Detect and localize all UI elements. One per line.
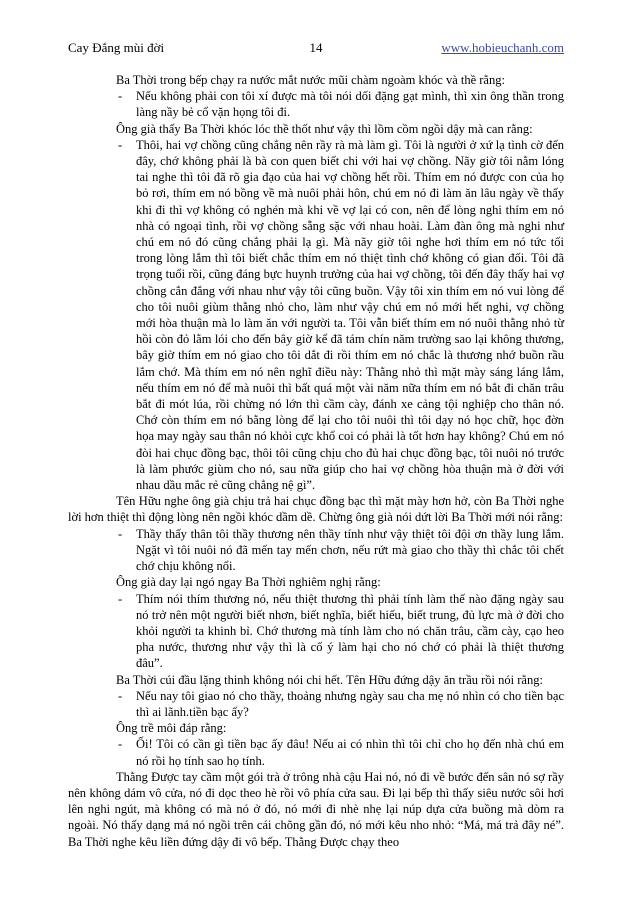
dialogue-text: Thôi, hai vợ chồng cũng chẳng nên rầy rà mà làm gì. Tôi là người ở xứ lạ tình cờ đến đây, chớ không phải là bà con quen biết chi với hai vợ chồng. Nãy giờ tôi nằm lóng tai nghe thì tôi đã rõ gia đạo của hai vợ chồng hết rồi. Thím em nó được con của họ bỏ rơi, thím em nó bồng về mà nuôi phải hôn, chú em nó đi làm ăn lâu ngày về thấy khi đi thì vợ không có nghén mà khi về vợ lại có con, nên để lòng nghi thím em nó nhà có ngoại tình, rồi vợ chồng sẵng sặc với nhau hoài. Làm đàn ông mà nghi như chú em nó đó cũng chẳng phải lạ gì. Mà nãy giờ tôi nghe hơi thím em nó tức tối trong lòng lắm thì tôi biết chắc thím em nó thiệt tình chớ không có gian đối. Tôi đã trọng tuổi rồi, cũng đáng bực huynh trưởng của hai vợ chồng, tôi đến đây thấy hai vợ chồng cắn đắng với nhau như vậy tôi cũng buồn. Vậy tôi xin thím em nó vui lòng để cho tôi nuôi giùm thằng nhỏ cho, làm như vậy chú em nó mới hết nghi, vợ chồng mới hòa thuận mà lo làm ăn với người ta. Tôi vẫn biết thím em nó nuôi thằng nhỏ từ hồi còn đỏ lằm lói cho đến bây giờ kể đã tám chín năm trường sao lại không thương, bây giờ thím em nó giao cho tôi dắt đi rồi thím em nó chắc là thương nhớ buồn rầu lắm chớ. Mà thím em nó nên nghĩ điều này: Thằng nhỏ thì mặt mày sáng láng lắm, nếu thím em nó để mà nuôi thì bất quá một vài năm nữa thím em nó bắt đi chăn trâu bắt đi mót lúa, rồi chừng nó lớn thì cầm cày, đánh xe cảng tội nghiệp cho thân nó. Chớ còn thím em nó bằng lòng để lại cho tôi nuôi thì tôi dạy nó học chữ, học đờn họa may ngày sau thân nó khỏi cực khổ coi có phải là tốt hơn hay không? Chú em nó đòi hai chục đồng bạc, thôi tôi cũng chịu cho đủ hai chục đồng bạc, tôi nuôi nó trước là làm phước giùm cho nó, sau nữa giúp cho hai vợ chồng hòa thuận mà ở đời với nhau dầu mắc rẻ cũng chẳng nệ gì”. [136, 137, 564, 493]
page-number: 14 [309, 40, 323, 55]
book-title: Cay Đắng mùi đời [68, 40, 165, 55]
dash-marker: - [118, 137, 123, 152]
body-paragraph: Thằng Được tay cầm một gói trà ở trông nhà cậu Hai nó, nó đi về bước đến sân nó sợ rầy nên không dám vô cửa, nó đi dọc theo hè rồi vô phía cửa sau. Đi lại bếp thì thấy siêu nước sôi hơi lên nghi ngút, mà không có mà nó ở đó, nó mới đi nhè nhẹ lại núp dựa cửa buồng mà dòm ra ngoài. Nó thấy dạng má nó ngồi trên cái chõng gần đó, nó mới kêu nho nhỏ: “Má, má trả đây né”. Ba Thời nghe kêu liền đứng dậy đi vô bếp. Thằng Được chạy theo [68, 769, 564, 849]
dialogue-text: Thầy thấy thân tôi thầy thương nên thầy tính như vậy thiệt tôi đội ơn thầy lung lắm. Ngặt vì tôi nuôi nó đã mến tay mến chơn, nếu rứt mà giao cho thầy thì chắc tôi chết chớ chịu không nổi. [136, 526, 564, 574]
dialogue-text: Thím nói thím thương nó, nếu thiệt thương thì phải tính làm thế nào đặng ngày sau nó trở nên một người biết nhơn, biết nghĩa, biết hiếu, biết trung, đủ lực mà ở đời cho khỏi người ta khinh bỉ. Chớ thương mà tính làm cho nó chăn trâu, cầm cày, cạo heo pha nước, thương như vậy thì là cố ý làm hại cho nó chớ có phải là thiệt thương đâu”. [136, 591, 564, 671]
dialogue-line: Ba Thời trong bếp chạy ra nước mắt nước mũi chàm ngoàm khóc và thề rằng: [116, 73, 505, 87]
dialogue-line: Ba Thời cúi đầu lặng thinh không nói chi hết. Tên Hữu đứng dậy ăn trầu rồi nói rằng: [116, 672, 543, 687]
dialogue-line: Ông già day lại ngó ngay Ba Thời nghiêm nghị rằng: [116, 575, 381, 590]
dash-marker: - [118, 591, 123, 606]
dialogue-item [68, 591, 564, 672]
page-body [68, 72, 564, 850]
dash-marker: - [118, 688, 123, 703]
dialogue-line: Ông già thấy Ba Thời khóc lóc thề thốt như vậy thì lồm cồm ngồi dậy mà can rằng: [116, 121, 533, 136]
dialogue-item [68, 137, 564, 493]
body-paragraph: Tên Hữu nghe ông già chịu trả hai chục đồng bạc thì mặt mày hơn hở, còn Ba Thời nghe lời hơn thiệt thì động lòng nên ngồi khóc dầm dề. Chừng ông già nói dứt lời Ba Thời mới nói rằng: [68, 494, 564, 525]
dialogue-text: Nếu không phải con tôi xí được mà tôi nói dối đặng gạt mình, thì xin ông thần trong làng nầy bẻ cổ vặn họng tôi đi. [136, 89, 564, 120]
dash-marker: - [118, 89, 123, 104]
dialogue-item [68, 736, 564, 768]
website-link[interactable]: www.hobieuchanh.com [441, 40, 564, 55]
dialogue-text: Ối! Tôi có cần gì tiền bạc ấy đâu! Nếu ai có nhìn thì tôi chỉ cho họ đến nhà chú em nó rồi họ tính sao họ tính. [136, 737, 564, 768]
dialogue-line: Ông trề môi đáp rằng: [116, 721, 227, 736]
dialogue-item [68, 88, 564, 120]
dialogue-item [68, 688, 564, 720]
dialogue-text: Nếu nay tôi giao nó cho thầy, thoảng nhưng ngày sau cha mẹ nó nhìn có cho tiền bạc thì ai lãnh.tiền bạc ấy? [136, 688, 564, 719]
page-header [68, 40, 564, 56]
dialogue-item [68, 526, 564, 575]
dash-marker: - [118, 526, 123, 541]
dash-marker: - [118, 737, 123, 752]
